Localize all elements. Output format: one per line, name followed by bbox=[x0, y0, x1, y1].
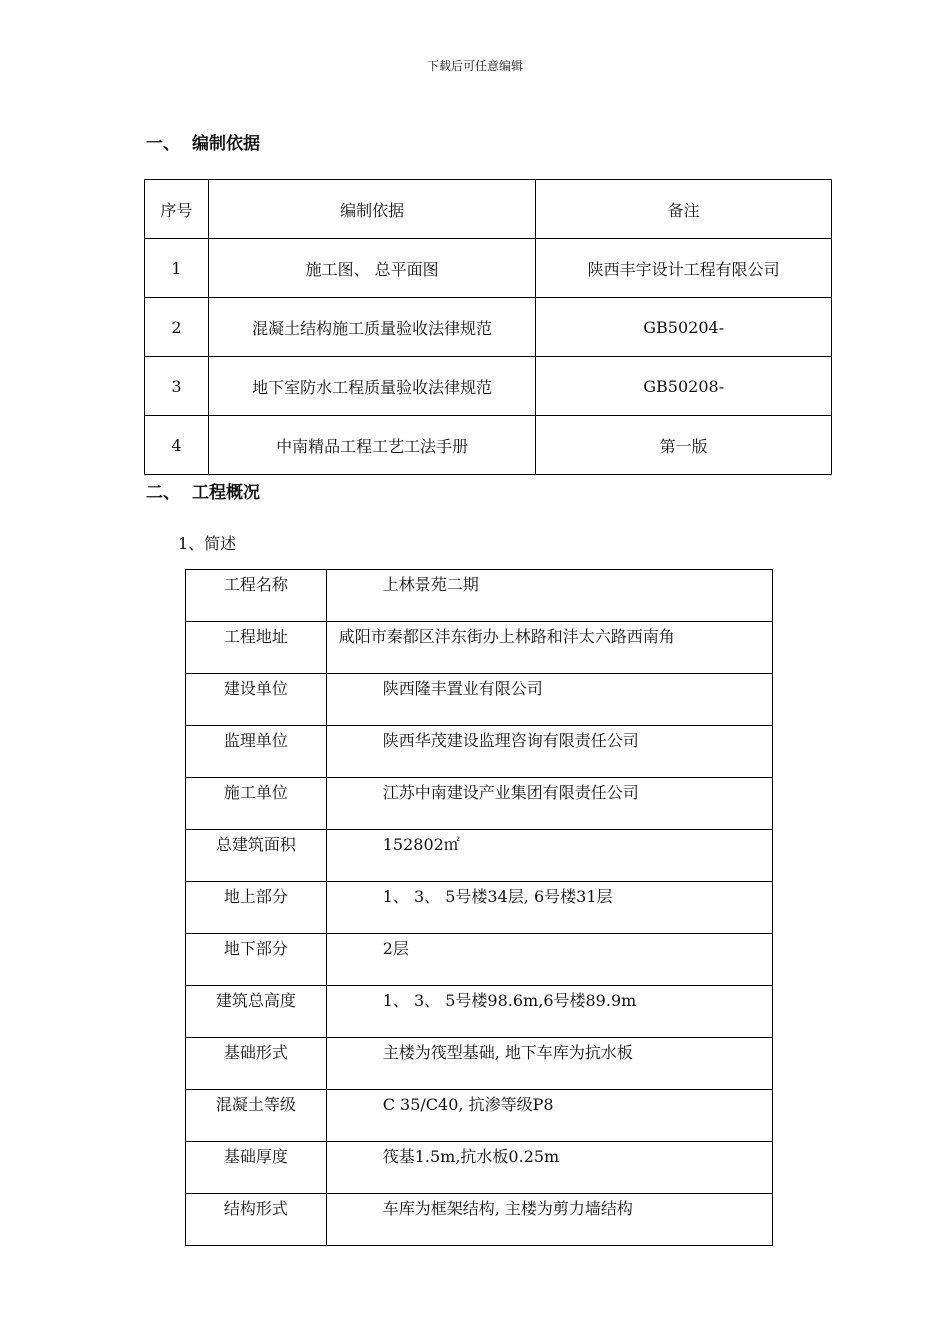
table-row bbox=[186, 830, 773, 882]
row-label: 监理单位 bbox=[186, 726, 327, 778]
row-value: 上林景苑二期 bbox=[326, 570, 772, 622]
section-number: 二、 bbox=[146, 483, 180, 503]
row-value: 咸阳市秦都区沣东街办上林路和沣太六路西南角 bbox=[326, 622, 772, 674]
row-value: 主楼为筏型基础, 地下车库为抗水板 bbox=[326, 1038, 772, 1090]
table-row bbox=[186, 778, 773, 830]
header-cell-remark: 备注 bbox=[536, 180, 832, 239]
row-value: 陕西隆丰置业有限公司 bbox=[326, 674, 772, 726]
row-label: 施工单位 bbox=[186, 778, 327, 830]
header-cell-basis: 编制依据 bbox=[208, 180, 535, 239]
subsection-heading: 1、简述 bbox=[178, 534, 237, 553]
table-row bbox=[145, 298, 832, 357]
cell-remark: 陕西丰宇设计工程有限公司 bbox=[536, 239, 832, 298]
row-label: 建筑总高度 bbox=[186, 986, 327, 1038]
row-value: 152802㎡ bbox=[326, 830, 772, 882]
table-row bbox=[145, 357, 832, 416]
row-value: 2层 bbox=[326, 934, 772, 986]
table-row bbox=[186, 882, 773, 934]
row-label: 总建筑面积 bbox=[186, 830, 327, 882]
row-value: 筏基1.5m,抗水板0.25m bbox=[326, 1142, 772, 1194]
cell-basis: 中南精品工程工艺工法手册 bbox=[208, 416, 535, 475]
section-number: 一、 bbox=[146, 134, 180, 154]
row-label: 基础形式 bbox=[186, 1038, 327, 1090]
cell-remark: GB50204- bbox=[536, 298, 832, 357]
cell-remark: 第一版 bbox=[536, 416, 832, 475]
row-value: 车库为框架结构, 主楼为剪力墙结构 bbox=[326, 1194, 772, 1246]
row-value: 1、 3、 5号楼34层, 6号楼31层 bbox=[326, 882, 772, 934]
table-row bbox=[186, 570, 773, 622]
row-value: C 35/C40, 抗渗等级P8 bbox=[326, 1090, 772, 1142]
row-label: 结构形式 bbox=[186, 1194, 327, 1246]
table-row bbox=[186, 1090, 773, 1142]
row-value: 1、 3、 5号楼98.6m,6号楼89.9m bbox=[326, 986, 772, 1038]
cell-basis: 地下室防水工程质量验收法律规范 bbox=[208, 357, 535, 416]
row-value: 江苏中南建设产业集团有限责任公司 bbox=[326, 778, 772, 830]
table-row bbox=[186, 986, 773, 1038]
cell-index: 2 bbox=[145, 298, 209, 357]
cell-basis: 混凝土结构施工质量验收法律规范 bbox=[208, 298, 535, 357]
row-value: 陕西华茂建设监理咨询有限责任公司 bbox=[326, 726, 772, 778]
overview-table bbox=[185, 569, 773, 1246]
table-row bbox=[186, 674, 773, 726]
section-heading-basis bbox=[146, 129, 260, 154]
section-title: 工程概况 bbox=[192, 483, 260, 503]
row-label: 地上部分 bbox=[186, 882, 327, 934]
cell-basis: 施工图、 总平面图 bbox=[208, 239, 535, 298]
header-note: 下载后可任意编辑 bbox=[426, 59, 523, 73]
table-row bbox=[186, 622, 773, 674]
table-row bbox=[186, 1038, 773, 1090]
cell-index: 1 bbox=[145, 239, 209, 298]
cell-index: 3 bbox=[145, 357, 209, 416]
table-header-row bbox=[145, 180, 832, 239]
cell-index: 4 bbox=[145, 416, 209, 475]
basis-table bbox=[144, 179, 832, 475]
row-label: 混凝土等级 bbox=[186, 1090, 327, 1142]
row-label: 地下部分 bbox=[186, 934, 327, 986]
cell-remark: GB50208- bbox=[536, 357, 832, 416]
row-label: 工程地址 bbox=[186, 622, 327, 674]
table-row bbox=[186, 726, 773, 778]
table-row bbox=[145, 416, 832, 475]
row-label: 工程名称 bbox=[186, 570, 327, 622]
header-cell-index: 序号 bbox=[145, 180, 209, 239]
table-row bbox=[186, 1142, 773, 1194]
section-title: 编制依据 bbox=[192, 134, 260, 154]
row-label: 基础厚度 bbox=[186, 1142, 327, 1194]
section-heading-overview bbox=[146, 478, 260, 503]
table-row bbox=[186, 1194, 773, 1246]
row-label: 建设单位 bbox=[186, 674, 327, 726]
table-row bbox=[145, 239, 832, 298]
table-row bbox=[186, 934, 773, 986]
